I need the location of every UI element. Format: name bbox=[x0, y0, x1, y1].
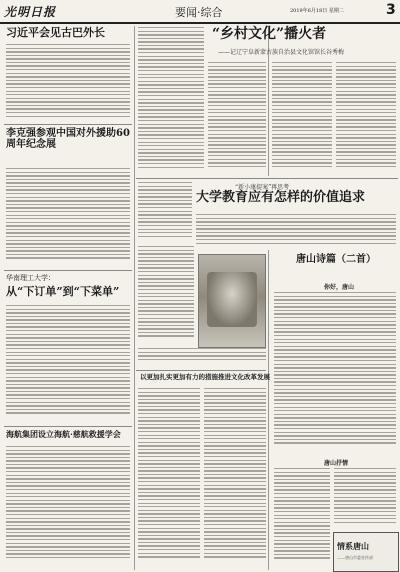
section-rule bbox=[4, 426, 132, 427]
article-body-daxue-3 bbox=[272, 214, 396, 250]
section-rule bbox=[136, 178, 398, 179]
newspaper-logo: 光明日报 bbox=[4, 5, 57, 19]
kicker-daxue: “新小康提案”再思考 bbox=[235, 184, 290, 191]
article-body-daxue-intro bbox=[138, 182, 192, 242]
kicker-huanan: 华南理工大学： bbox=[6, 274, 55, 282]
headline-daxue: 大学教育应有怎样的价值追求 bbox=[196, 190, 366, 205]
headline-cuba: 习近平会见古巴外长 bbox=[6, 26, 105, 39]
page-number: 3 bbox=[386, 2, 396, 18]
article-body-wenhua-3 bbox=[336, 62, 396, 175]
ad-subtitle: ——唐山市委宣传部 bbox=[337, 555, 373, 560]
headline-wenhua: “乡村文化”播火者 bbox=[212, 26, 327, 42]
section-rule bbox=[136, 370, 266, 371]
ad-title: 情系唐山 bbox=[337, 541, 369, 551]
photo-scene bbox=[207, 272, 257, 327]
article-body-cuba-cont bbox=[138, 27, 204, 175]
poem-body-1 bbox=[274, 292, 396, 454]
subhead-wenhua: ——记辽宁阜新蒙古族自治县文化馆馆长谷秀梅 bbox=[218, 49, 345, 56]
poem-body-2b bbox=[334, 468, 396, 528]
article-body-wenhua-2 bbox=[272, 62, 332, 175]
section-rule bbox=[4, 124, 132, 125]
headline-zhongshi-1 bbox=[6, 128, 130, 150]
article-body-haikang bbox=[6, 446, 130, 568]
headline-tangshan: 唐山诗篇（二首） bbox=[296, 254, 376, 265]
issue-date: 2019年6月18日 星期二 bbox=[290, 8, 344, 14]
news-photo bbox=[198, 254, 266, 348]
poem-title-1: 你好，唐山 bbox=[324, 284, 355, 291]
column-divider bbox=[268, 250, 269, 570]
article-body-wenhua-1 bbox=[208, 62, 266, 175]
headline-haikang: 海航集团设立海航·慈航救援学会 bbox=[6, 429, 121, 439]
article-body-daxue-2 bbox=[138, 246, 194, 344]
section-title: 要闻·综合 bbox=[175, 6, 223, 19]
poem-title-2: 唐山抒情 bbox=[324, 460, 349, 467]
headline-zhongshi: 李克强参观中国对外援助60周年纪念展 bbox=[6, 128, 130, 150]
article-body-zhongshi bbox=[6, 168, 130, 266]
masthead bbox=[0, 0, 400, 24]
headline-jiaoyu: 以更加扎实更加有力的措施推进文化改革发展 bbox=[140, 373, 270, 381]
column-divider bbox=[134, 26, 135, 570]
advertisement-box bbox=[333, 532, 399, 572]
section-rule bbox=[4, 270, 132, 271]
poem-body-2 bbox=[274, 468, 330, 568]
article-body-huanan bbox=[6, 305, 130, 423]
headline-huanan: 从“下订单”到“下菜单” bbox=[6, 285, 120, 298]
article-body-jiaoyu-1 bbox=[138, 388, 200, 568]
article-body-jiaoyu-2 bbox=[204, 388, 266, 568]
photo-caption bbox=[138, 348, 266, 366]
article-body-cuba bbox=[6, 44, 130, 122]
